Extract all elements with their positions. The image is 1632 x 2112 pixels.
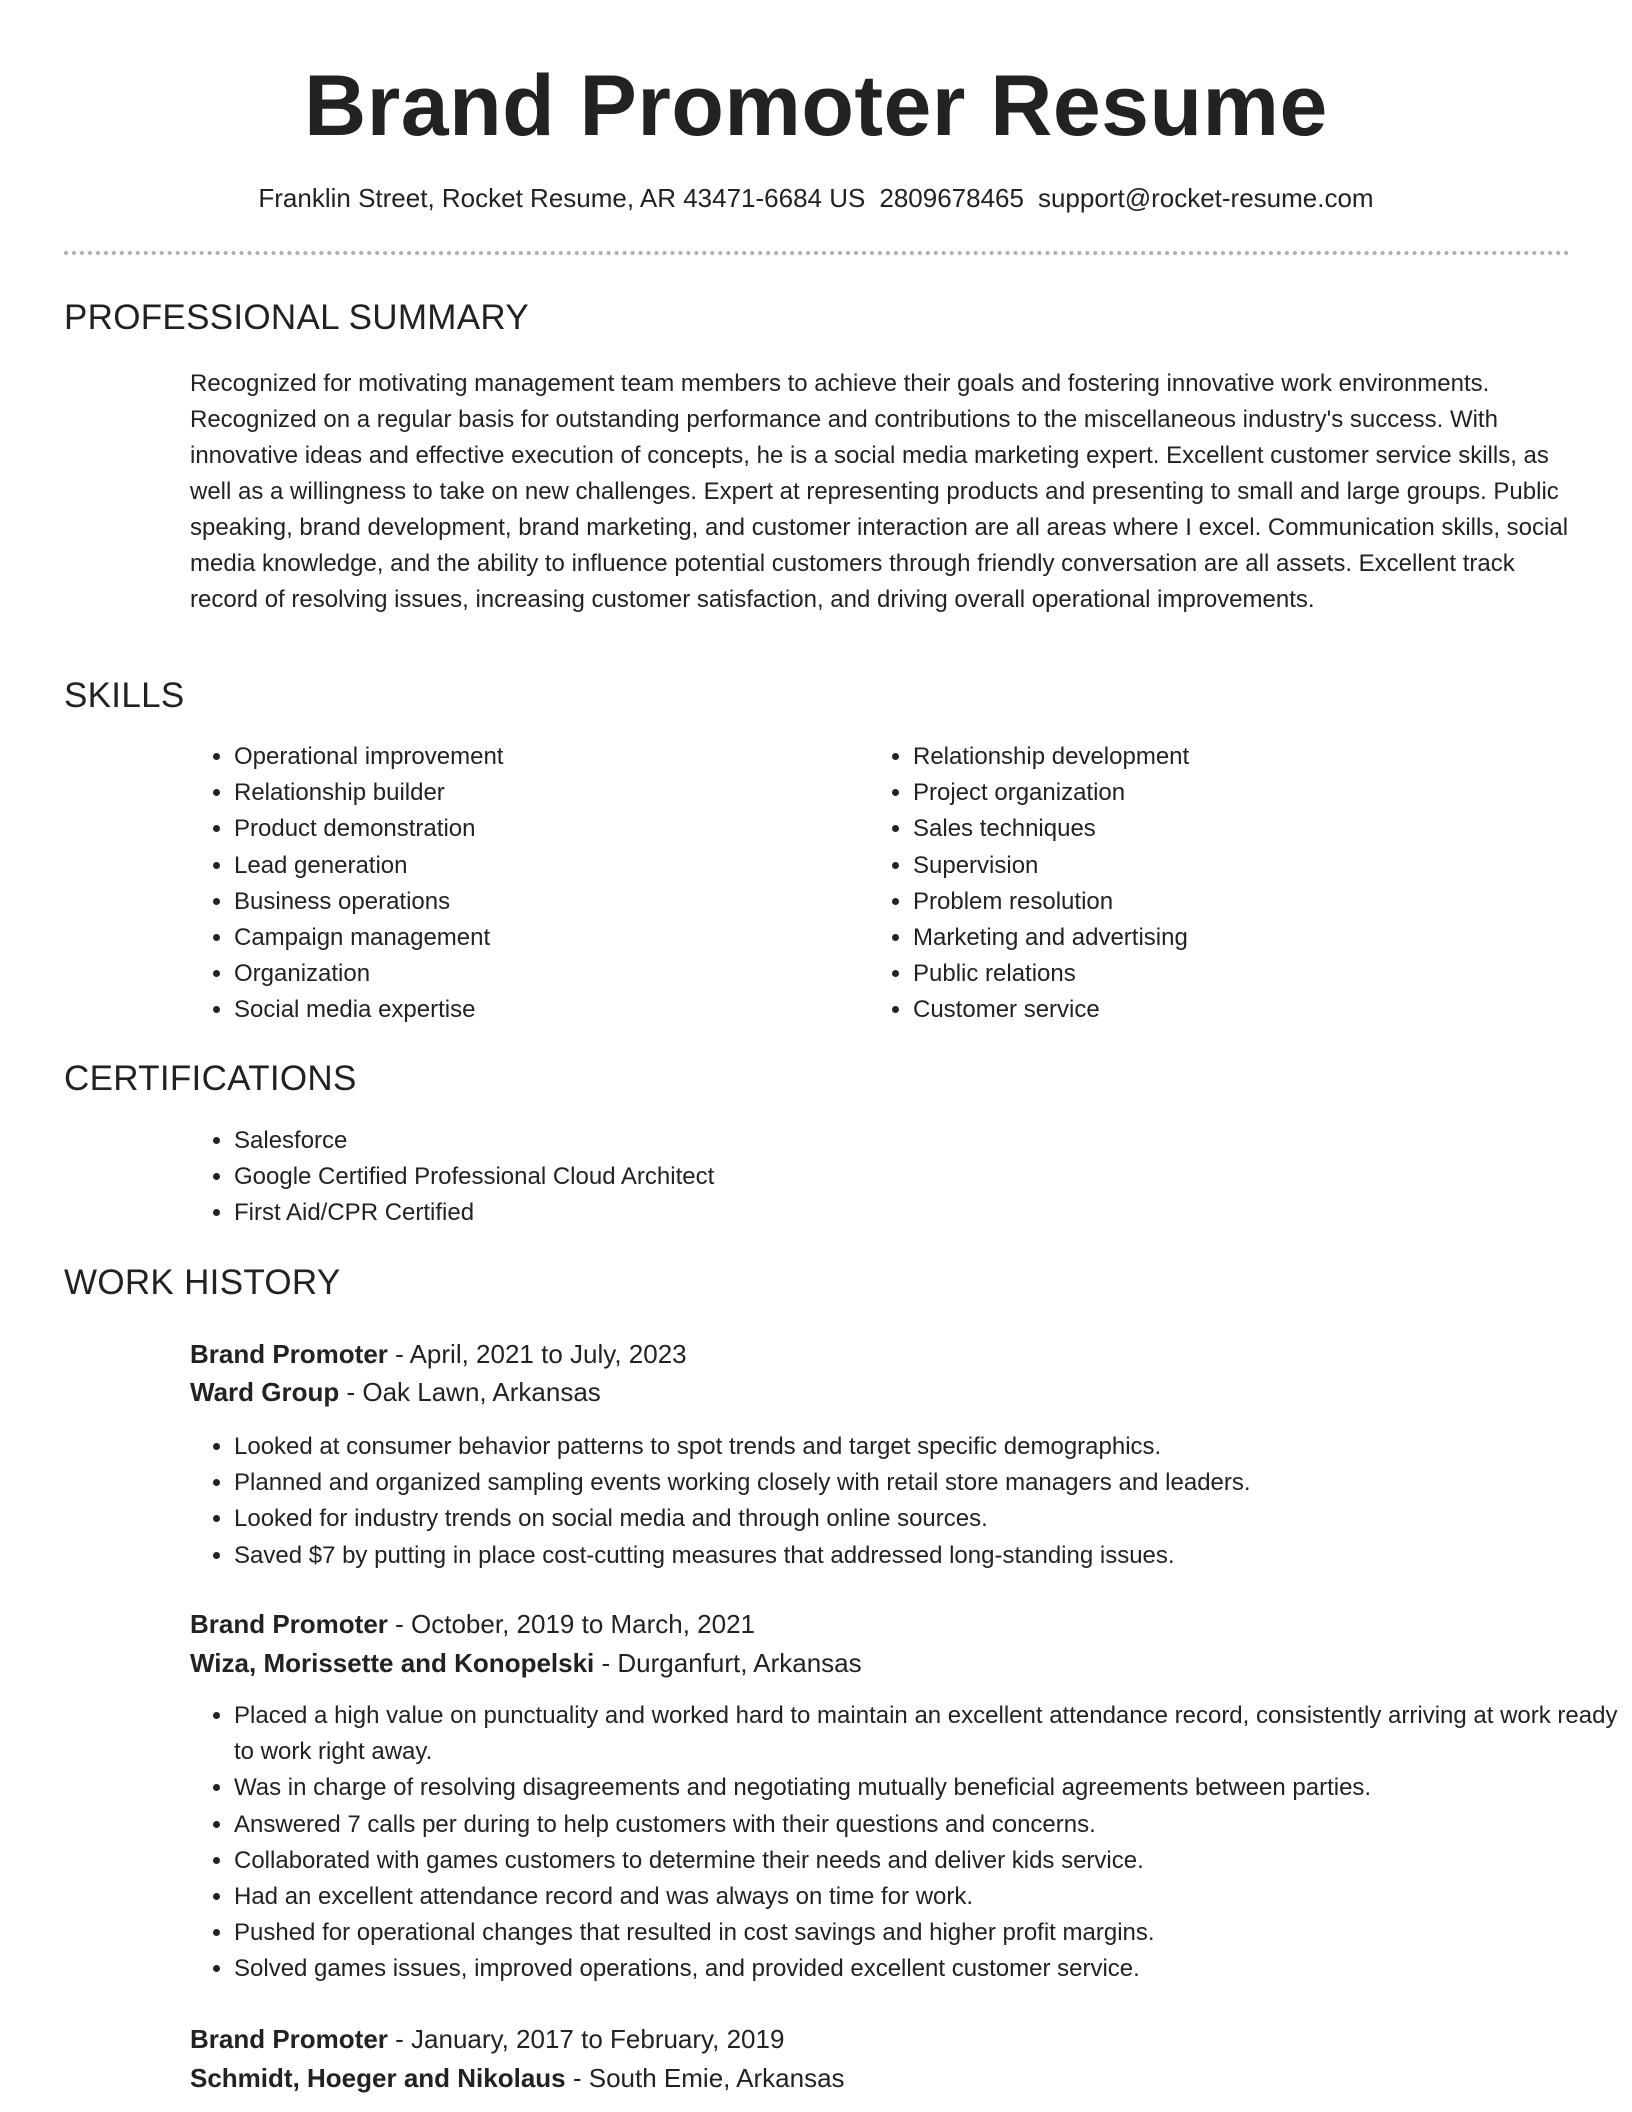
skill-item: • Lead generation — [234, 848, 874, 884]
skill-item: • Customer service — [913, 992, 1593, 1028]
skills-heading: SKILLS — [64, 676, 185, 715]
skill-item: • Sales techniques — [913, 811, 1593, 847]
job-title: Brand Promoter — [190, 1339, 388, 1369]
contact-phone: 2809678465 — [879, 183, 1024, 213]
skill-item: • Relationship builder — [234, 775, 874, 811]
resume-title: Brand Promoter Resume — [304, 58, 1328, 154]
work-history-heading: WORK HISTORY — [64, 1263, 341, 1302]
job-location: - Durganfurt, Arkansas — [594, 1648, 862, 1678]
job-title: Brand Promoter — [190, 1609, 388, 1639]
job-dates: - April, 2021 to July, 2023 — [387, 1339, 687, 1369]
job-bullet: • Saved $7 by putting in place cost-cutting measures that addressed long-standing issues. — [234, 1538, 1624, 1574]
skill-item: • Operational improvement — [234, 739, 874, 775]
certifications-list — [190, 1123, 1134, 1232]
contact-line — [0, 180, 1632, 216]
job-bullets — [190, 1698, 1624, 1988]
job-bullet: • Collaborated with games customers to determine their needs and deliver kids service. — [234, 1843, 1624, 1879]
contact-email[interactable]: support@rocket-resume.com — [1037, 183, 1374, 213]
skill-item: • Problem resolution — [913, 884, 1593, 920]
skill-item: • Supervision — [913, 848, 1593, 884]
certification-item: • Google Certified Professional Cloud Architect — [234, 1159, 1134, 1195]
summary-heading: PROFESSIONAL SUMMARY — [64, 298, 529, 337]
skill-item: • Public relations — [913, 956, 1593, 992]
job-bullet: • Looked at consumer behavior patterns to spot trends and target specific demographics. — [234, 1429, 1624, 1465]
job-bullet: • Looked for industry trends on social media and through online sources. — [234, 1501, 1624, 1537]
skill-item: • Campaign management — [234, 920, 874, 956]
skill-item: • Organization — [234, 956, 874, 992]
job-bullets — [190, 1429, 1624, 1574]
job-company-line — [190, 1373, 601, 1411]
job-bullet: • Planned and organized sampling events working closely with retail store managers and leaders. — [234, 1465, 1624, 1501]
job-company-line — [190, 1644, 862, 1682]
job-dates: - January, 2017 to February, 2019 — [387, 2024, 785, 2054]
header-divider — [64, 251, 1570, 255]
job-company: Schmidt, Hoeger and Nikolaus — [190, 2063, 566, 2093]
certifications-heading: CERTIFICATIONS — [64, 1059, 357, 1098]
job-title-line — [190, 2020, 784, 2058]
skills-list-left — [190, 739, 874, 1029]
job-location: - Oak Lawn, Arkansas — [339, 1377, 601, 1407]
skill-item: • Relationship development — [913, 739, 1593, 775]
skill-item: • Social media expertise — [234, 992, 874, 1028]
job-bullet: • Placed a high value on punctuality and worked hard to maintain an excellent attendance record, consistently arriving at work ready to work right away. — [234, 1698, 1624, 1770]
job-bullet: • Solved games issues, improved operations, and provided excellent customer service. — [234, 1951, 1624, 1987]
job-company: Wiza, Morissette and Konopelski — [190, 1648, 595, 1678]
job-company-line — [190, 2059, 845, 2097]
job-location: - South Emie, Arkansas — [565, 2063, 845, 2093]
skill-item: • Product demonstration — [234, 811, 874, 847]
skill-item: • Project organization — [913, 775, 1593, 811]
job-bullet: • Pushed for operational changes that resulted in cost savings and higher profit margins. — [234, 1915, 1624, 1951]
job-title: Brand Promoter — [190, 2024, 388, 2054]
certification-item: • First Aid/CPR Certified — [234, 1195, 1134, 1231]
skill-item: • Marketing and advertising — [913, 920, 1593, 956]
job-title-line — [190, 1335, 687, 1373]
contact-address: Franklin Street, Rocket Resume, AR 43471-6684 US — [258, 183, 866, 213]
job-bullet: • Had an excellent attendance record and was always on time for work. — [234, 1879, 1624, 1915]
job-bullet: • Answered 7 calls per during to help customers with their questions and concerns. — [234, 1807, 1624, 1843]
summary-text: Recognized for motivating management team members to achieve their goals and fostering innovative work environments. Recognized on a regular basis for outstanding performance and contributions to the miscellaneous industry's success. With innovative ideas and effective execution of concepts, he is a social media marketing expert. Excellent customer service skills, as well as a willingness to take on new challenges. Expert at representing products and presenting to small and large groups. Public speaking, brand development, brand marketing, and customer interaction are all areas where I excel. Communication skills, social media knowledge, and the ability to influence potential customers through friendly conversation are all assets. Excellent track record of resolving issues, increasing customer satisfaction, and driving overall operational improvements. — [190, 370, 1569, 613]
skills-list-right — [869, 739, 1593, 1029]
job-title-line — [190, 1605, 755, 1643]
job-dates: - October, 2019 to March, 2021 — [387, 1609, 756, 1639]
skill-item: • Business operations — [234, 884, 874, 920]
certification-item: • Salesforce — [234, 1123, 1134, 1159]
job-bullet: • Was in charge of resolving disagreements and negotiating mutually beneficial agreements between parties. — [234, 1770, 1624, 1806]
job-company: Ward Group — [190, 1377, 340, 1407]
